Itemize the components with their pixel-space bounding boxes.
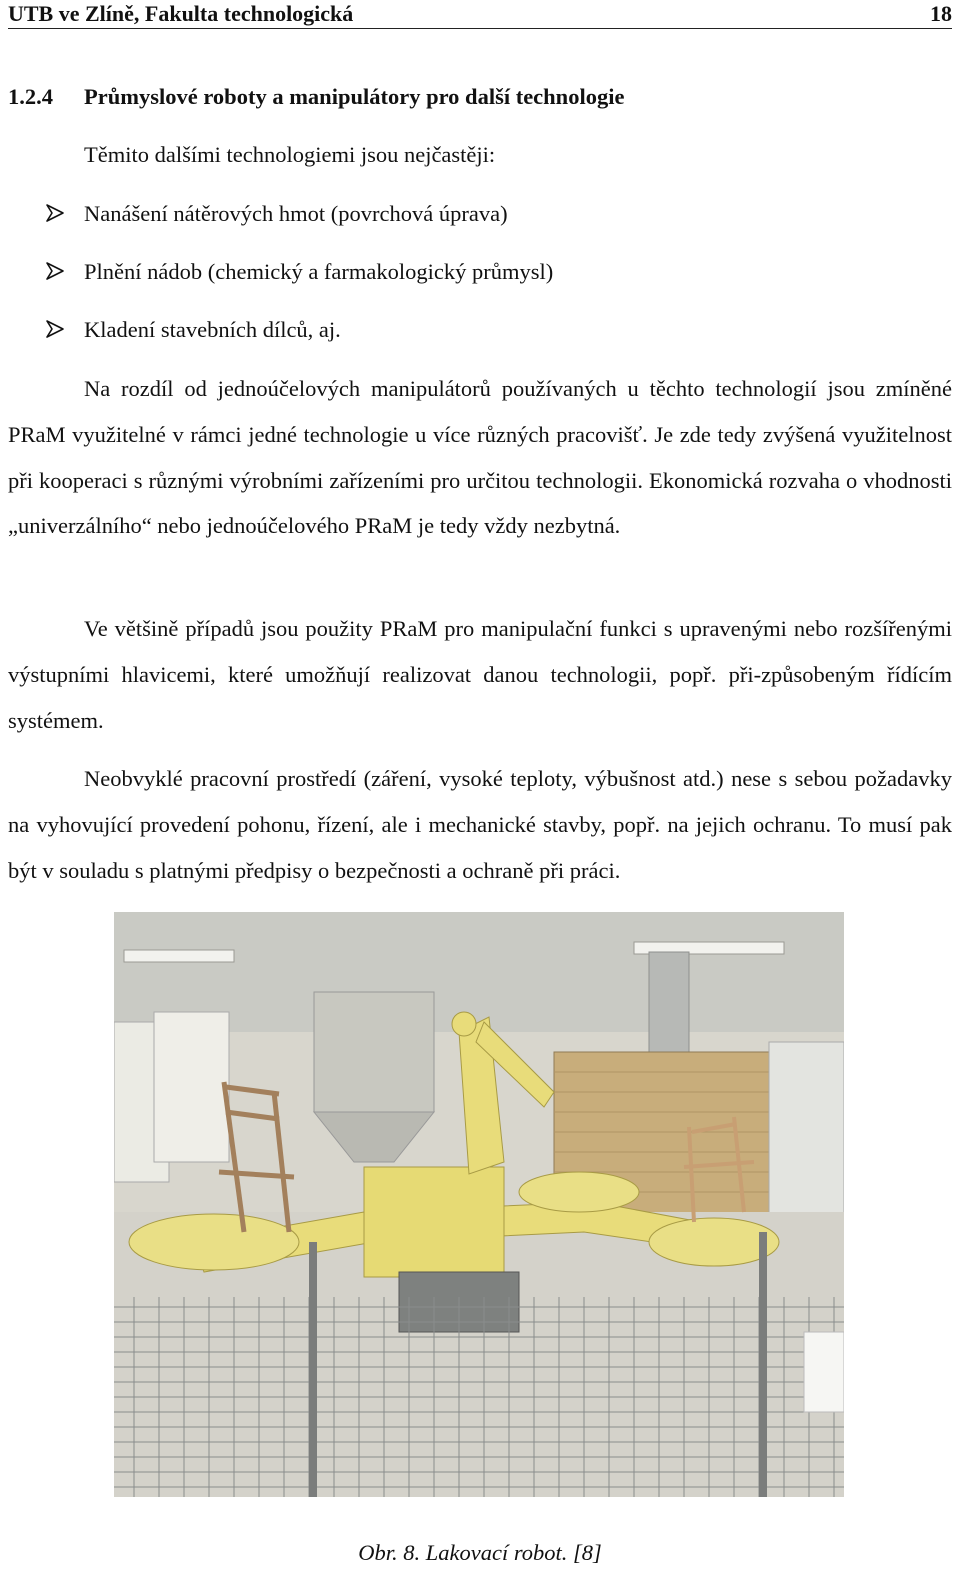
bullet-text: Nanášení nátěrových hmot (povrchová úprava): [84, 201, 508, 226]
ceiling-lamp: [124, 950, 234, 962]
section-heading: [8, 84, 624, 110]
page-header: [8, 0, 952, 29]
arrow-bullet-icon: [44, 318, 66, 340]
paragraph: [8, 756, 952, 893]
turntable: [129, 1214, 299, 1270]
figure-caption: Obr. 8. Lakovací robot. [8]: [358, 1540, 602, 1565]
fence-post: [309, 1242, 317, 1497]
painting-robot-illustration: [114, 912, 844, 1497]
storage-tank: [154, 1012, 229, 1162]
bullet-text: Plnění nádob (chemický a farmakologický průmysl): [84, 259, 554, 284]
fence-post: [759, 1232, 767, 1497]
hopper: [314, 992, 434, 1112]
arrow-bullet-icon: [44, 260, 66, 282]
paragraph: [8, 366, 952, 549]
page-number: 18: [930, 1, 952, 26]
list-item: [44, 258, 553, 316]
bullet-list: [44, 200, 553, 374]
arrow-bullet-icon: [44, 202, 66, 224]
bullet-text: Kladení stavebních dílců, aj.: [84, 317, 341, 342]
section-number: 1.2.4: [8, 84, 53, 109]
paragraph-text: Neobvyklé pracovní prostředí (záření, vysoké teploty, výbušnost atd.) nese s sebou požadavky na vyhovující provedení pohonu, řízení, ale i mechanické stavby, popř. na jejich ochranu. To musí pak být v souladu s platnými předpisy o bezpečnosti a ochraně při práci.: [8, 766, 952, 883]
robot-base: [364, 1167, 504, 1277]
header-title: UTB ve Zlíně, Fakulta technologická: [8, 1, 354, 26]
section-title: Průmyslové roboty a manipulátory pro další technologie: [84, 84, 625, 109]
paragraph: [8, 606, 952, 743]
list-item: [44, 200, 553, 258]
intro-text: Těmito dalšími technologiemi jsou nejčastěji:: [84, 142, 496, 167]
paragraph-text: Ve většině případů jsou použity PRaM pro manipulační funkci s upravenými nebo rozšířenými výstupními hlavicemi, které umožňují realizovat danou technologii, popř. při-způsobeným řídícím systémem.: [8, 616, 952, 733]
paint-bucket: [804, 1332, 844, 1412]
paragraph-text: Na rozdíl od jednoúčelových manipulátorů používaných u těchto technologií jsou zmíněné PRaM využitelné v rámci jedné technologie u více různých pracovišť. Je zde tedy zvýšená využitelnost při kooperaci s různými výrobními zařízeními pro určitou technologii. Ekonomická rozvaha o vhodnosti „univerzálního“ nebo jednoúčelového PRaM je tedy vždy nezbytná.: [8, 376, 952, 539]
figure-photo: [114, 912, 844, 1497]
turntable: [519, 1172, 639, 1212]
